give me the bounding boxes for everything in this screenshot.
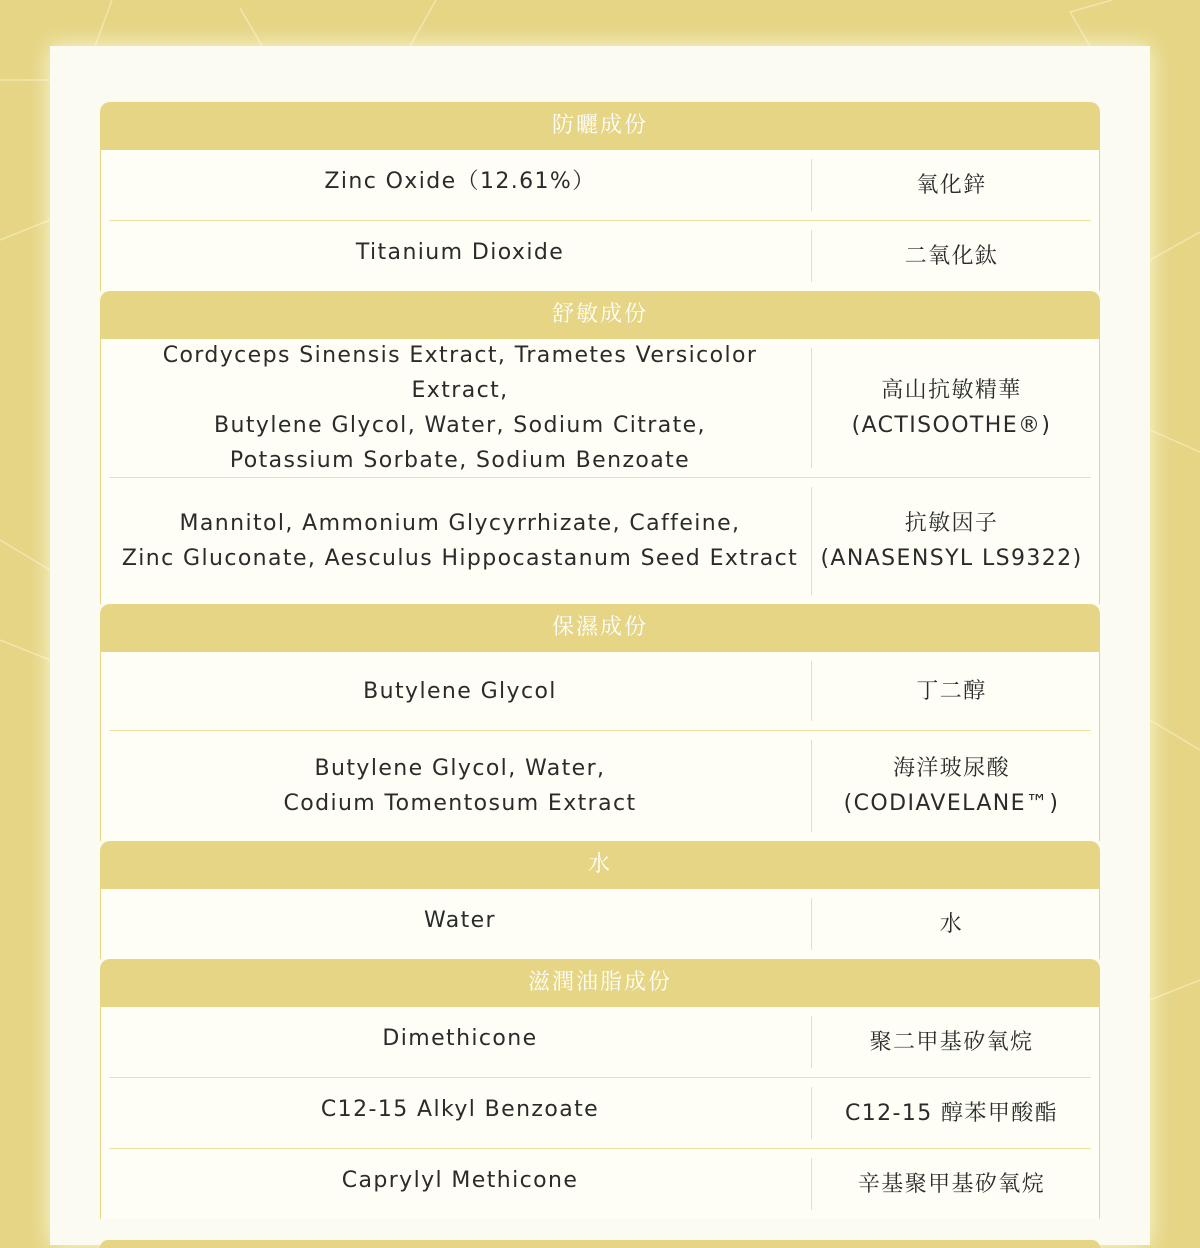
ingredient-zh: 二氧化鈦 bbox=[811, 230, 1091, 282]
section-body bbox=[101, 339, 1099, 604]
section-soothing bbox=[100, 291, 1100, 604]
section-title: 水 bbox=[587, 852, 612, 877]
section-sunscreen bbox=[100, 102, 1100, 291]
ingredient-en: Caprylyl Methicone bbox=[341, 1167, 579, 1193]
table-row bbox=[109, 150, 1091, 220]
ingredient-en: Water bbox=[423, 907, 497, 933]
table-row bbox=[109, 477, 1091, 604]
ingredient-zh: 水 bbox=[811, 898, 1091, 950]
ingredients-table bbox=[100, 102, 1100, 1219]
section-body bbox=[101, 652, 1099, 841]
section-title: 保濕成份 bbox=[551, 615, 648, 640]
section-title: 滋潤油脂成份 bbox=[527, 970, 672, 995]
section-body bbox=[101, 1007, 1099, 1219]
table-row bbox=[109, 889, 1091, 959]
section-water bbox=[100, 841, 1100, 959]
table-row bbox=[109, 339, 1091, 477]
next-section-header-edge bbox=[100, 1240, 1100, 1248]
ingredient-zh: 氧化鋅 bbox=[811, 159, 1091, 211]
section-title: 舒敏成份 bbox=[551, 302, 648, 327]
table-row bbox=[109, 1148, 1091, 1219]
ingredient-zh: C12-15 醇苯甲酸酯 bbox=[811, 1087, 1091, 1139]
ingredient-en: C12-15 Alkyl Benzoate bbox=[320, 1096, 600, 1122]
ingredient-en: Titanium Dioxide bbox=[355, 239, 565, 265]
table-row bbox=[109, 1077, 1091, 1148]
table-row bbox=[109, 730, 1091, 841]
ingredient-zh: 抗敏因子 (ANASENSYL LS9322) bbox=[811, 487, 1091, 595]
ingredients-card bbox=[50, 46, 1150, 1245]
ingredient-en: Cordyceps Sinensis Extract, Trametes Versicolor Extract, Butylene Glycol, Water, Sodium Citrate, Potassium Sorbate, Sodium Benzoate bbox=[162, 343, 758, 473]
table-row bbox=[109, 220, 1091, 291]
ingredient-en: Zinc Oxide（12.61%） bbox=[324, 168, 596, 194]
section-body bbox=[101, 150, 1099, 291]
section-body bbox=[101, 889, 1099, 959]
ingredient-zh: 辛基聚甲基矽氧烷 bbox=[811, 1158, 1091, 1210]
ingredient-zh: 聚二甲基矽氧烷 bbox=[811, 1016, 1091, 1068]
section-title: 防曬成份 bbox=[551, 113, 648, 138]
ingredient-en: Butylene Glycol, Water, Codium Tomentosum Extract bbox=[283, 756, 637, 816]
table-row bbox=[109, 652, 1091, 730]
ingredient-zh: 丁二醇 bbox=[811, 661, 1091, 721]
ingredient-zh: 高山抗敏精華 (ACTISOOTHE®) bbox=[811, 348, 1091, 468]
table-row bbox=[109, 1007, 1091, 1077]
section-emollients bbox=[100, 959, 1100, 1219]
ingredient-en: Butylene Glycol bbox=[363, 678, 557, 704]
ingredient-en: Dimethicone bbox=[382, 1025, 538, 1051]
ingredient-en: Mannitol, Ammonium Glycyrrhizate, Caffeine, Zinc Gluconate, Aesculus Hippocastanum Seed Extract bbox=[121, 511, 799, 571]
section-moisturizing bbox=[100, 604, 1100, 841]
ingredient-zh: 海洋玻尿酸 (CODIAVELANE™) bbox=[811, 740, 1091, 832]
